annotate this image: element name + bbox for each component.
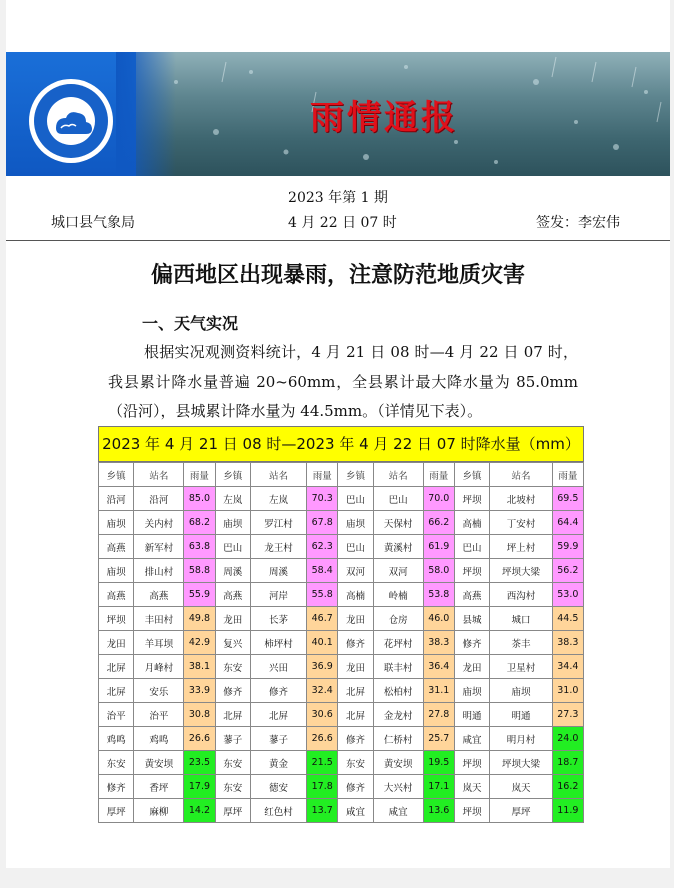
table-row	[99, 583, 584, 607]
township-cell: 厚坪	[99, 799, 134, 823]
section-title: 一、天气实况	[142, 314, 239, 333]
station-cell: 丁安村	[490, 511, 552, 535]
station-cell: 黄金	[250, 751, 306, 775]
column-header: 雨量	[307, 463, 338, 487]
station-cell: 治平	[134, 703, 184, 727]
station-cell: 丰田村	[134, 607, 184, 631]
rainfall-cell: 66.2	[423, 511, 454, 535]
township-cell: 北屏	[338, 703, 373, 727]
township-cell: 东安	[215, 751, 250, 775]
township-cell: 北屏	[215, 703, 250, 727]
rainfall-cell: 16.2	[552, 775, 583, 799]
rainfall-cell: 13.6	[423, 799, 454, 823]
station-cell: 麻柳	[134, 799, 184, 823]
rainfall-cell: 21.5	[307, 751, 338, 775]
rainfall-cell: 40.1	[307, 631, 338, 655]
table-row	[99, 535, 584, 559]
station-cell: 城口	[490, 607, 552, 631]
station-cell: 仁桥村	[373, 727, 423, 751]
table-row	[99, 727, 584, 751]
station-cell: 咸宜	[373, 799, 423, 823]
headline: 偏西地区出现暴雨，注意防范地质灾害	[150, 263, 525, 288]
township-cell: 沿河	[99, 487, 134, 511]
rainfall-cell: 58.8	[184, 559, 215, 583]
station-cell: 黄安坝	[134, 751, 184, 775]
rainfall-cell: 13.7	[307, 799, 338, 823]
station-cell: 德安	[250, 775, 306, 799]
table-row	[99, 799, 584, 823]
rainfall-cell: 17.9	[184, 775, 215, 799]
station-cell: 金龙村	[373, 703, 423, 727]
rainfall-cell: 62.3	[307, 535, 338, 559]
station-cell: 大兴村	[373, 775, 423, 799]
township-cell: 坪坝	[99, 607, 134, 631]
meteorology-logo	[26, 76, 116, 166]
rainfall-cell: 18.7	[552, 751, 583, 775]
rainfall-cell: 34.4	[552, 655, 583, 679]
station-cell: 沿河	[134, 487, 184, 511]
township-cell: 高燕	[99, 583, 134, 607]
rainfall-cell: 46.0	[423, 607, 454, 631]
rainfall-cell: 69.5	[552, 487, 583, 511]
table-row	[99, 607, 584, 631]
station-cell: 长茅	[250, 607, 306, 631]
summary-paragraph: 根据实况观测资料统计，4 月 21 日 08 时—4 月 22 日 07 时，我县累计降水量普遍 20~60mm，全县累计最大降水量为 85.0mm（沿河），县城累计降水量为 44.5mm。（详情见下表）。	[108, 343, 578, 420]
rainfall-cell: 27.8	[423, 703, 454, 727]
township-cell: 高燕	[99, 535, 134, 559]
column-header: 乡镇	[454, 463, 489, 487]
township-cell: 北屏	[99, 679, 134, 703]
station-cell: 北屏	[250, 703, 306, 727]
rainfall-cell: 36.4	[423, 655, 454, 679]
rainfall-cell: 25.7	[423, 727, 454, 751]
township-cell: 庙坝	[338, 511, 373, 535]
rainfall-cell: 58.4	[307, 559, 338, 583]
rainfall-cell: 38.3	[552, 631, 583, 655]
rainfall-cell: 68.2	[184, 511, 215, 535]
station-cell: 明通	[490, 703, 552, 727]
rainfall-table	[98, 426, 584, 823]
station-cell: 岭楠	[373, 583, 423, 607]
station-cell: 卫星村	[490, 655, 552, 679]
rainfall-cell: 31.0	[552, 679, 583, 703]
township-cell: 修齐	[338, 631, 373, 655]
station-cell: 高燕	[134, 583, 184, 607]
station-cell: 月峰村	[134, 655, 184, 679]
column-header: 站名	[490, 463, 552, 487]
station-cell: 厚坪	[490, 799, 552, 823]
rainfall-cell: 55.9	[184, 583, 215, 607]
rainfall-cell: 30.8	[184, 703, 215, 727]
township-cell: 高燕	[454, 583, 489, 607]
rainfall-cell: 23.5	[184, 751, 215, 775]
rainfall-cell: 38.1	[184, 655, 215, 679]
township-cell: 龙田	[99, 631, 134, 655]
rainfall-cell: 53.0	[552, 583, 583, 607]
station-cell: 仓房	[373, 607, 423, 631]
rainfall-cell: 42.9	[184, 631, 215, 655]
station-cell: 柿坪村	[250, 631, 306, 655]
column-header: 乡镇	[99, 463, 134, 487]
township-cell: 龙田	[215, 607, 250, 631]
issue-date: 4 月 22 日 07 时	[288, 215, 397, 231]
township-cell: 高燕	[215, 583, 250, 607]
township-cell: 县城	[454, 607, 489, 631]
rainfall-cell: 46.7	[307, 607, 338, 631]
station-cell: 羊耳坝	[134, 631, 184, 655]
table-row	[99, 655, 584, 679]
township-cell: 巴山	[338, 487, 373, 511]
station-cell: 罗江村	[250, 511, 306, 535]
station-cell: 双河	[373, 559, 423, 583]
rainfall-cell: 19.5	[423, 751, 454, 775]
station-cell: 蓼子	[250, 727, 306, 751]
rainfall-cell: 53.8	[423, 583, 454, 607]
station-cell: 明月村	[490, 727, 552, 751]
station-cell: 茶丰	[490, 631, 552, 655]
station-cell: 周溪	[250, 559, 306, 583]
township-cell: 高楠	[454, 511, 489, 535]
column-header: 雨量	[184, 463, 215, 487]
station-cell: 左岚	[250, 487, 306, 511]
station-cell: 天保村	[373, 511, 423, 535]
station-cell: 新军村	[134, 535, 184, 559]
township-cell: 坪坝	[454, 487, 489, 511]
township-cell: 咸宜	[454, 727, 489, 751]
township-cell: 东安	[99, 751, 134, 775]
column-header: 乡镇	[338, 463, 373, 487]
column-header: 站名	[373, 463, 423, 487]
township-cell: 巴山	[454, 535, 489, 559]
rainfall-cell: 24.0	[552, 727, 583, 751]
rainfall-cell: 26.6	[307, 727, 338, 751]
station-cell: 修齐	[250, 679, 306, 703]
rainfall-grid	[98, 462, 584, 823]
rainfall-cell: 64.4	[552, 511, 583, 535]
station-cell: 巴山	[373, 487, 423, 511]
station-cell: 西沟村	[490, 583, 552, 607]
station-cell: 黄溪村	[373, 535, 423, 559]
column-header: 乡镇	[215, 463, 250, 487]
township-cell: 明通	[454, 703, 489, 727]
issue-number: 2023 年第 1 期	[288, 190, 388, 206]
document-page	[6, 0, 670, 868]
rainfall-cell: 36.9	[307, 655, 338, 679]
township-cell: 庙坝	[454, 679, 489, 703]
rainfall-cell: 44.5	[552, 607, 583, 631]
township-cell: 东安	[215, 775, 250, 799]
rainfall-cell: 32.4	[307, 679, 338, 703]
township-cell: 巴山	[215, 535, 250, 559]
station-cell: 北坡村	[490, 487, 552, 511]
rainfall-cell: 55.8	[307, 583, 338, 607]
signer: 签发：李宏伟	[536, 215, 620, 231]
station-cell: 香坪	[134, 775, 184, 799]
table-row	[99, 631, 584, 655]
info-row	[6, 212, 670, 232]
rainfall-cell: 17.8	[307, 775, 338, 799]
table-row	[99, 511, 584, 535]
rainfall-cell: 70.0	[423, 487, 454, 511]
township-cell: 东安	[215, 655, 250, 679]
station-cell: 坪上村	[490, 535, 552, 559]
township-cell: 鸡鸣	[99, 727, 134, 751]
township-cell: 东安	[338, 751, 373, 775]
table-row	[99, 751, 584, 775]
rainfall-cell: 61.9	[423, 535, 454, 559]
table-row	[99, 487, 584, 511]
township-cell: 修齐	[338, 775, 373, 799]
township-cell: 庙坝	[215, 511, 250, 535]
rainfall-cell: 85.0	[184, 487, 215, 511]
township-cell: 周溪	[215, 559, 250, 583]
table-row	[99, 703, 584, 727]
township-cell: 厚坪	[215, 799, 250, 823]
township-cell: 坪坝	[454, 559, 489, 583]
rainfall-cell: 70.3	[307, 487, 338, 511]
township-cell: 庙坝	[99, 511, 134, 535]
township-cell: 修齐	[338, 727, 373, 751]
township-cell: 龙田	[454, 655, 489, 679]
township-cell: 坪坝	[454, 751, 489, 775]
rainfall-cell: 58.0	[423, 559, 454, 583]
township-cell: 龙田	[338, 607, 373, 631]
township-cell: 左岚	[215, 487, 250, 511]
township-cell: 修齐	[454, 631, 489, 655]
rainfall-cell: 27.3	[552, 703, 583, 727]
rainfall-cell: 49.8	[184, 607, 215, 631]
table-header-row	[99, 463, 584, 487]
column-header: 雨量	[552, 463, 583, 487]
station-cell: 联丰村	[373, 655, 423, 679]
rainfall-cell: 33.9	[184, 679, 215, 703]
station-cell: 关内村	[134, 511, 184, 535]
township-cell: 北屏	[99, 655, 134, 679]
column-header: 站名	[250, 463, 306, 487]
township-cell: 修齐	[99, 775, 134, 799]
rainfall-cell: 17.1	[423, 775, 454, 799]
township-cell: 坪坝	[454, 799, 489, 823]
township-cell: 复兴	[215, 631, 250, 655]
township-cell: 龙田	[338, 655, 373, 679]
station-cell: 庙坝	[490, 679, 552, 703]
column-header: 雨量	[423, 463, 454, 487]
township-cell: 庙坝	[99, 559, 134, 583]
banner-title: 雨情通报	[310, 98, 458, 138]
issuing-organization: 城口县气象局	[51, 215, 135, 231]
rainfall-cell: 14.2	[184, 799, 215, 823]
station-cell: 松柏村	[373, 679, 423, 703]
station-cell: 坪坝大梁	[490, 559, 552, 583]
header-banner	[6, 52, 670, 176]
station-cell: 岚天	[490, 775, 552, 799]
station-cell: 龙王村	[250, 535, 306, 559]
township-cell: 咸宜	[338, 799, 373, 823]
table-row	[99, 679, 584, 703]
station-cell: 红色村	[250, 799, 306, 823]
township-cell: 巴山	[338, 535, 373, 559]
table-title: 2023 年 4 月 21 日 08 时—2023 年 4 月 22 日 07 时降水量（mm）	[98, 426, 584, 462]
township-cell: 双河	[338, 559, 373, 583]
station-cell: 兴田	[250, 655, 306, 679]
township-cell: 蓼子	[215, 727, 250, 751]
station-cell: 黄安坝	[373, 751, 423, 775]
rainfall-cell: 56.2	[552, 559, 583, 583]
divider	[6, 240, 670, 241]
table-row	[99, 559, 584, 583]
rainfall-cell: 26.6	[184, 727, 215, 751]
township-cell: 修齐	[215, 679, 250, 703]
rainfall-cell: 11.9	[552, 799, 583, 823]
township-cell: 治平	[99, 703, 134, 727]
station-cell: 鸡鸣	[134, 727, 184, 751]
column-header: 站名	[134, 463, 184, 487]
station-cell: 花坪村	[373, 631, 423, 655]
township-cell: 岚天	[454, 775, 489, 799]
township-cell: 高楠	[338, 583, 373, 607]
station-cell: 安乐	[134, 679, 184, 703]
rainfall-cell: 30.6	[307, 703, 338, 727]
table-row	[99, 775, 584, 799]
station-cell: 排山村	[134, 559, 184, 583]
rainfall-cell: 38.3	[423, 631, 454, 655]
rainfall-cell: 31.1	[423, 679, 454, 703]
station-cell: 河岸	[250, 583, 306, 607]
rainfall-cell: 67.8	[307, 511, 338, 535]
station-cell: 坪坝大梁	[490, 751, 552, 775]
township-cell: 北屏	[338, 679, 373, 703]
rainfall-cell: 63.8	[184, 535, 215, 559]
rainfall-cell: 59.9	[552, 535, 583, 559]
